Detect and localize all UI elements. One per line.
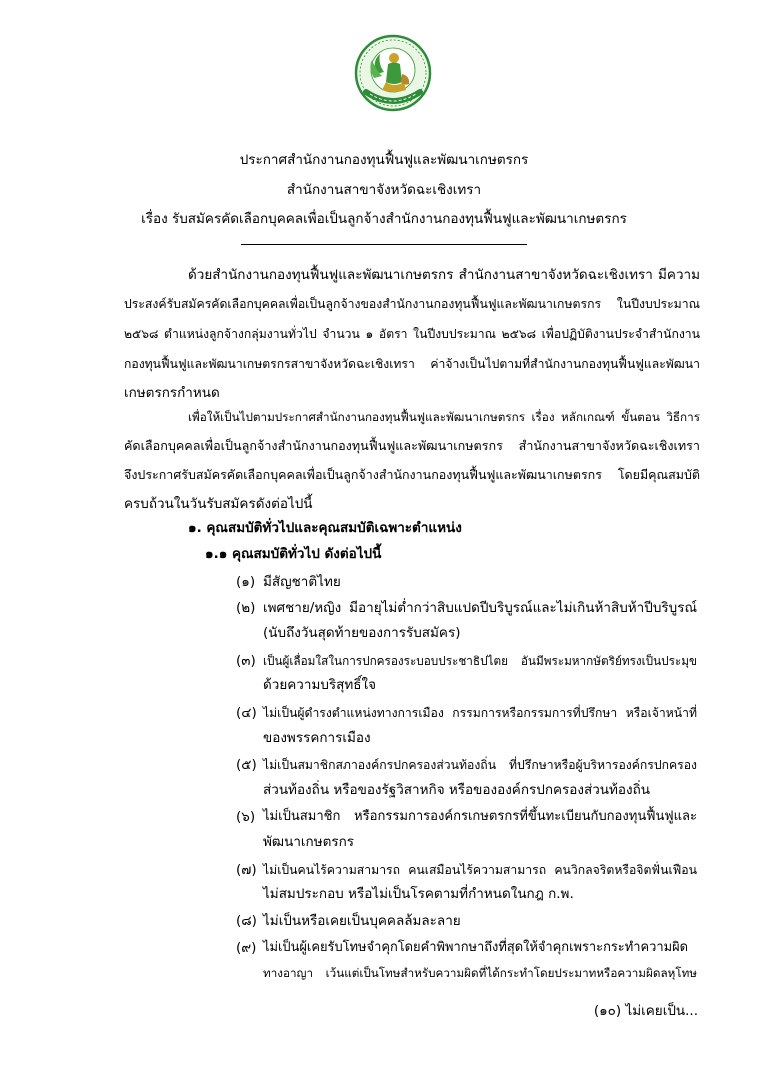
continued-on-next-page: (๑๐) ไม่เคยเป็น... <box>593 1003 698 1019</box>
para2-line1: เพื่อให้เป็นไปตามประกาศสำนักงานกองทุนฟื้นฟูและพัฒนาเกษตรกร เรื่อง หลักเกณฑ์ ขั้นตอน วิธีการ <box>188 410 700 424</box>
para1-line5: เกษตรกรกำหนด <box>124 385 220 401</box>
item-text-continued: ทางอาญา เว้นแต่เป็นโทษสำหรับความผิดที่ได้กระทำโดยประมาทหรือความผิดลหุโทษ <box>263 966 697 980</box>
subject-line: เรื่อง รับสมัครคัดเลือกบุคคลเพื่อเป็นลูกจ้างสำนักงานกองทุนฟื้นฟูและพัฒนาเกษตรกร <box>141 211 627 227</box>
para1-line1: ด้วยสำนักงานกองทุนฟื้นฟูและพัฒนาเกษตรกร สำนักงานสาขาจังหวัดฉะเชิงเทรา มีความ <box>188 267 700 283</box>
item-number: (๙) <box>236 940 257 956</box>
para2-line4: ครบถ้วนในวันรับสมัครดังต่อไปนี้ <box>124 496 313 512</box>
para2-line3: จึงประกาศรับสมัครคัดเลือกบุคคลเพื่อเป็นลูกจ้างสำนักงานกองทุนฟื้นฟูและพัฒนาเกษตรกร โดยมีคุณสมบัติ <box>124 467 700 482</box>
item-text-continued: ส่วนท้องถิ่น หรือของรัฐวิสาหกิจ หรือขององค์กรปกครองส่วนท้องถิ่น <box>263 782 651 798</box>
item-number: (๖) <box>236 809 256 825</box>
item-number: (๓) <box>236 653 256 669</box>
item-text: ไม่เป็นหรือเคยเป็นบุคคลล้มละลาย <box>263 913 461 929</box>
item-number: (๗) <box>236 862 257 878</box>
item-text: มีสัญชาติไทย <box>263 574 341 590</box>
item-number: (๒) <box>236 600 256 616</box>
para1-line3: ๒๕๖๘ ตำแหน่งลูกจ้างกลุ่มงานทั่วไป จำนวน ๑ อัตรา ในปีงบประมาณ ๒๕๖๘ เพื่อปฏิบัติงานประจำสำนักงาน <box>124 327 700 341</box>
item-text: ไม่เป็นสมาชิก หรือกรรมการองค์กรเกษตรกรที่ขึ้นทะเบียนกับกองทุนฟื้นฟูและ <box>263 809 697 824</box>
item-text-continued: (นับถึงวันสุดท้ายของการรับสมัคร) <box>263 625 461 641</box>
item-number: (๘) <box>236 913 257 929</box>
item-text-continued: พัฒนาเกษตรกร <box>263 834 355 850</box>
section-1-heading: ๑. คุณสมบัติทั่วไปและคุณสมบัติเฉพาะตำแหน่ง <box>188 520 462 536</box>
item-text: ไม่เป็นคนไร้ความสามารถ คนเสมือนไร้ความสามารถ คนวิกลจริตหรือจิตฟั่นเฟือน <box>263 863 697 877</box>
branch-name: สำนักงานสาขาจังหวัดฉะเชิงเทรา <box>286 182 482 198</box>
item-text: ไม่เป็นสมาชิกสภาองค์กรปกครองส่วนท้องถิ่น ที่ปรึกษาหรือผู้บริหารองค์กรปกครอง <box>263 758 697 772</box>
item-text: ไม่เป็นผู้เคยรับโทษจำคุกโดยคำพิพากษาถึงที่สุดให้จำคุกเพราะกระทำความผิด <box>263 940 688 955</box>
para2-line2: คัดเลือกบุคคลเพื่อเป็นลูกจ้างสำนักงานกองทุนฟื้นฟูและพัฒนาเกษตรกร สำนักงานสาขาจังหวัดฉะเชิงเทรา <box>124 438 700 453</box>
para1-line2: ประสงค์รับสมัครคัดเลือกบุคคลเพื่อเป็นลูกจ้างของสำนักงานกองทุนฟื้นฟูและพัฒนาเกษตรกร ในปีงบประมาณ <box>124 297 700 311</box>
item-text-continued: ของพรรคการเมือง <box>263 730 371 746</box>
item-text: เพศชาย/หญิง มีอายุไม่ต่ำกว่าสิบแปดปีบริบูรณ์และไม่เกินห้าสิบห้าปีบริบูรณ์ <box>263 600 697 616</box>
section-1-1-heading: ๑.๑ คุณสมบัติทั่วไป ดังต่อไปนี้ <box>205 546 382 562</box>
header-divider <box>241 244 527 245</box>
announcement-title: ประกาศสำนักงานกองทุนฟื้นฟูและพัฒนาเกษตรกร <box>239 152 529 168</box>
agency-seal-logo <box>354 34 432 112</box>
item-number: (๑) <box>236 574 256 590</box>
item-text: เป็นผู้เลื่อมใสในการปกครองระบอบประชาธิปไตย อันมีพระมหากษัตริย์ทรงเป็นประมุข <box>263 654 697 668</box>
item-text: ไม่เป็นผู้ดำรงตำแหน่งทางการเมือง กรรมการหรือกรรมการที่ปรึกษา หรือเจ้าหน้าที่ <box>263 706 697 720</box>
item-text-continued: ด้วยความบริสุทธิ์ใจ <box>263 677 377 693</box>
para1-line4: กองทุนฟื้นฟูและพัฒนาเกษตรกรสาขาจังหวัดฉะเชิงเทรา ค่าจ้างเป็นไปตามที่สำนักงานกองทุนฟื้นฟูและพัฒนา <box>124 357 700 371</box>
item-number: (๕) <box>236 757 257 773</box>
item-number: (๔) <box>236 705 257 721</box>
item-text-continued: ไม่สมประกอบ หรือไม่เป็นโรคตามที่กำหนดในกฎ ก.พ. <box>263 886 574 902</box>
